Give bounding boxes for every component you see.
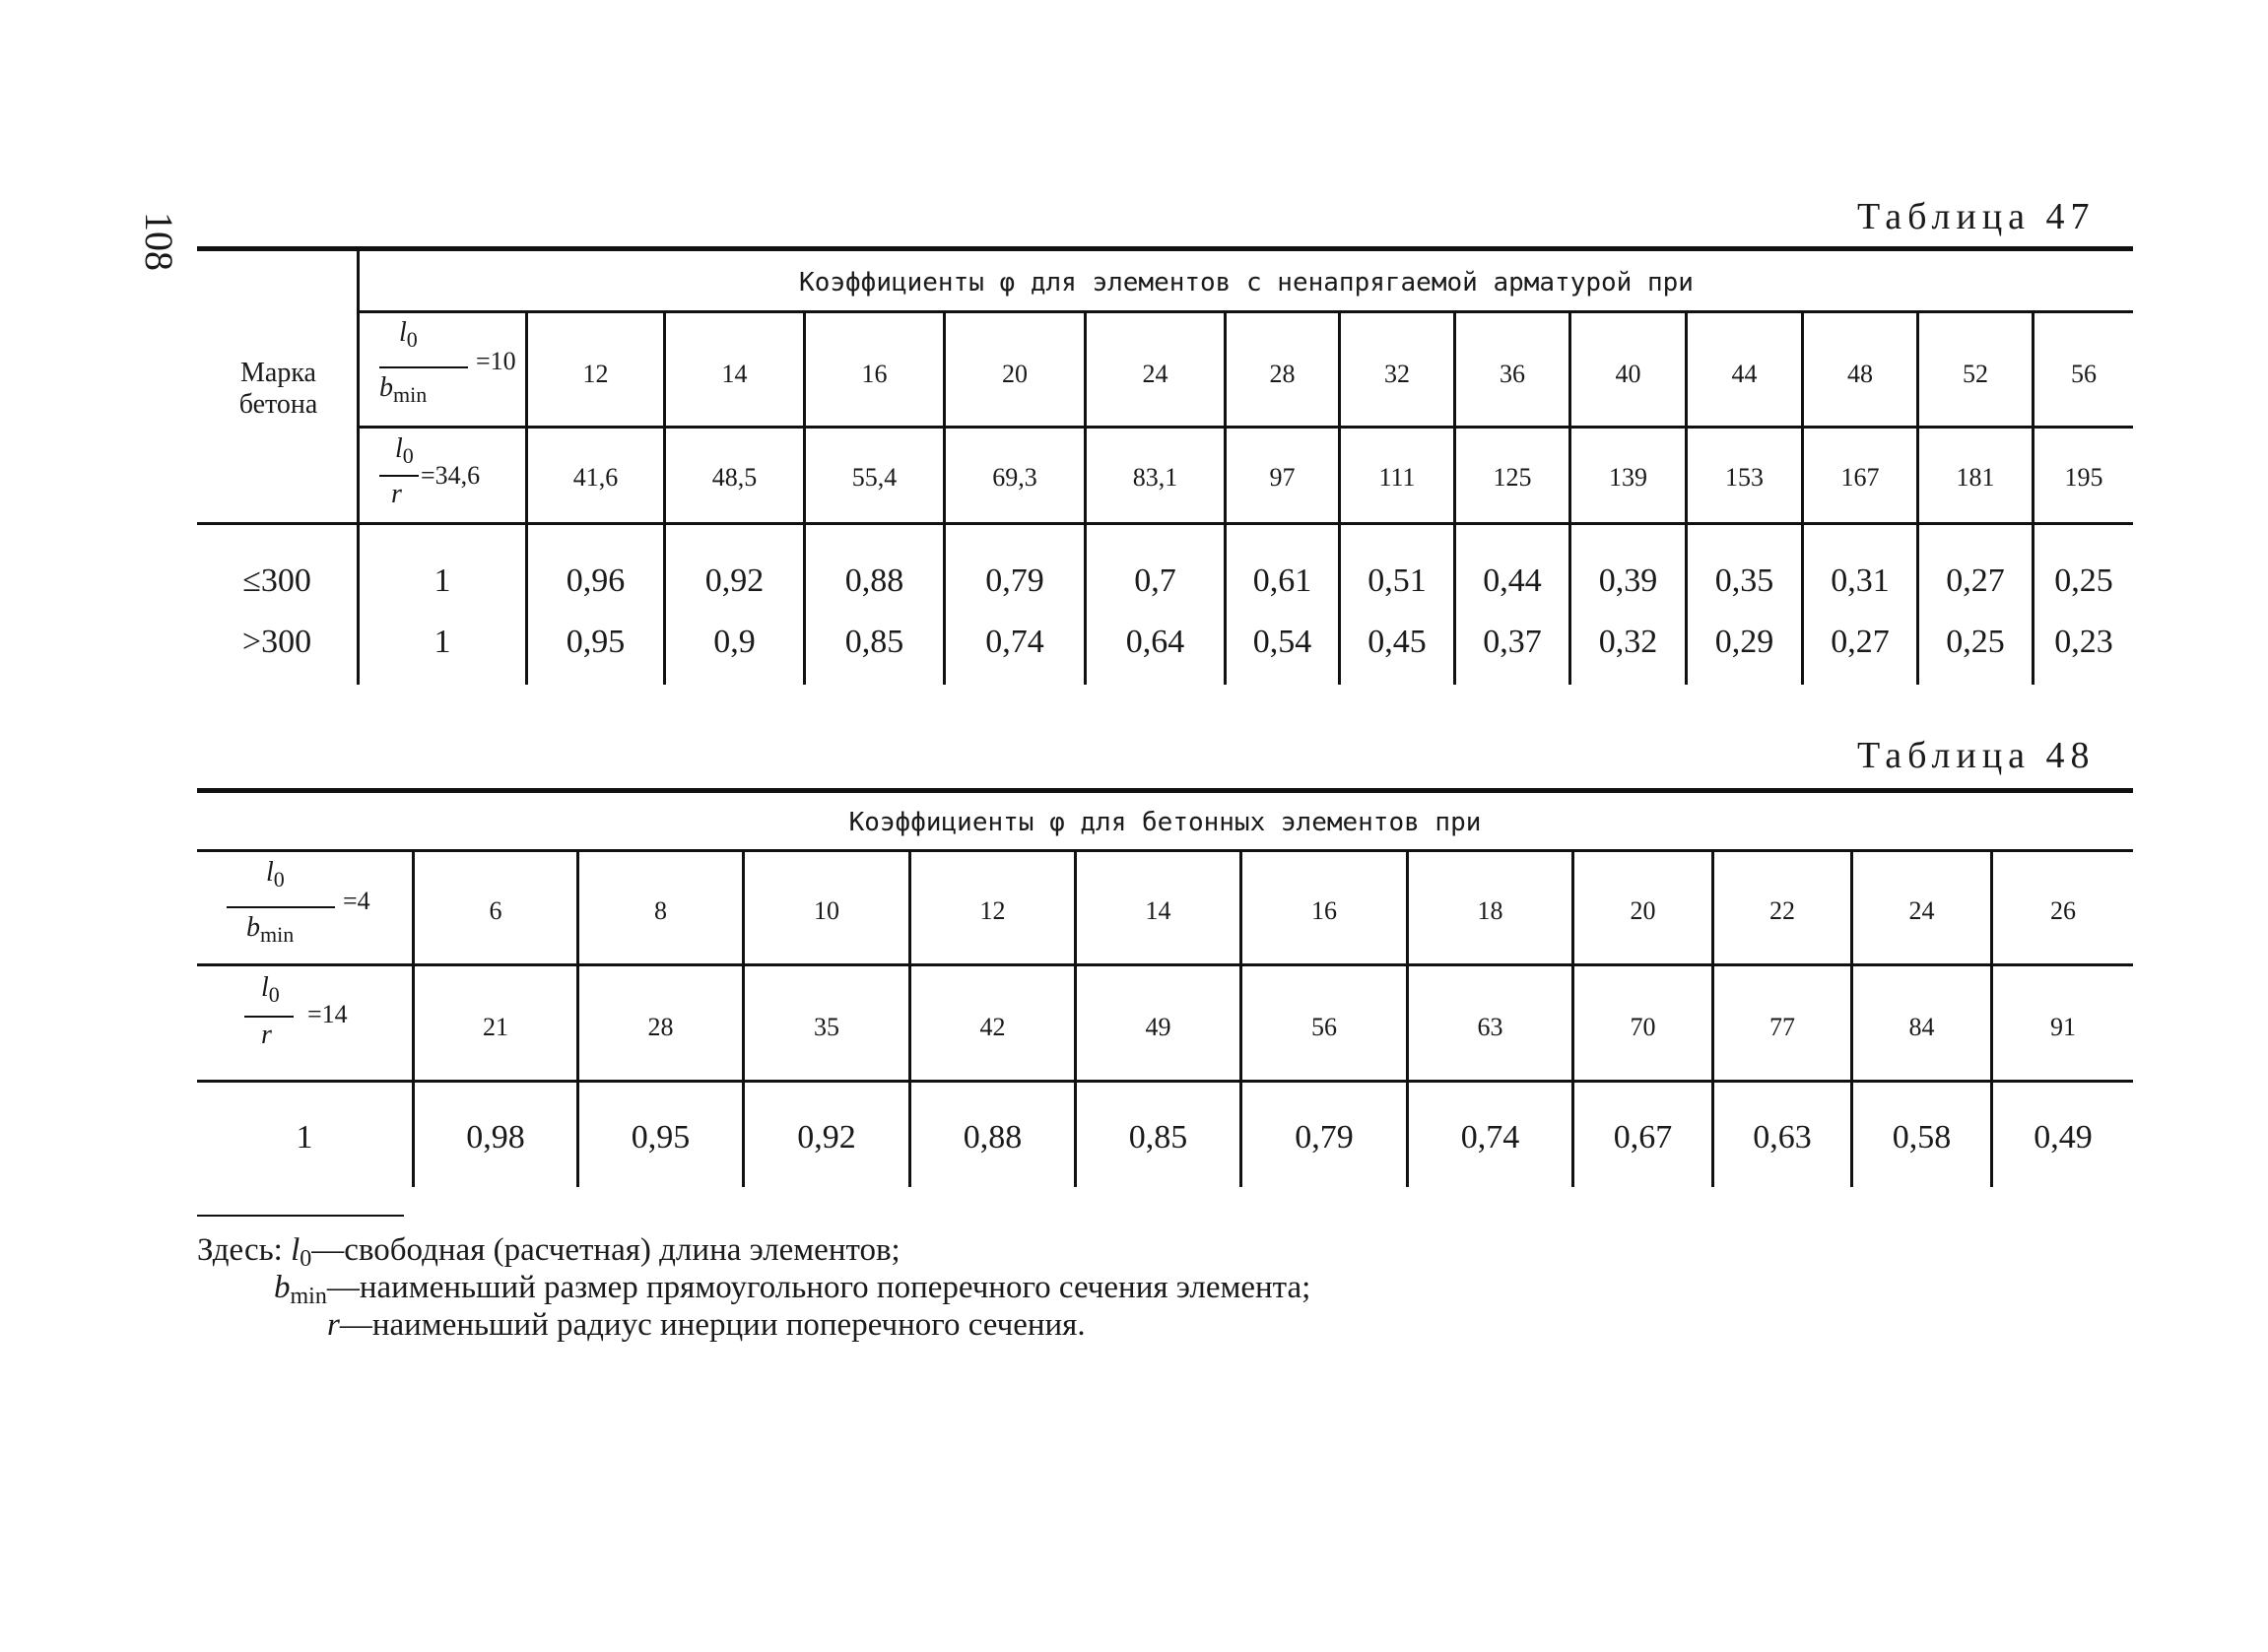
- table47-value: 0,32: [1598, 624, 1658, 660]
- table47-value: 0,95: [566, 624, 626, 660]
- table47-value: 0,92: [704, 562, 765, 599]
- table48-value: 0,67: [1613, 1119, 1673, 1156]
- table47-grade: ≤300: [242, 562, 311, 599]
- table47-lb-value: 56: [2071, 360, 2097, 388]
- table47-value: 0,45: [1367, 624, 1427, 660]
- footnote-bmin: $b_{min}—наименьший$ размер прямоугольного поперечного сечения элемента;: [274, 1270, 1311, 1309]
- footnote-r-text: —наименьший радиус инерции поперечного сечения.: [339, 1307, 1086, 1343]
- footnote-prefix: Здесь:: [197, 1232, 283, 1268]
- table48-value: 0,92: [797, 1119, 856, 1156]
- table48-lb-value: 12: [979, 896, 1006, 925]
- table48-value: 0,88: [963, 1119, 1023, 1156]
- table47-lb-value: 36: [1500, 360, 1525, 388]
- table48-value: 0,95: [631, 1119, 691, 1156]
- table47-lr-value: 139: [1609, 463, 1647, 492]
- table48-caption: Таблица 48: [1857, 735, 2096, 776]
- table47-value: 0,44: [1483, 562, 1542, 599]
- table47-value: 0,31: [1831, 562, 1890, 599]
- table47-value: 0,88: [844, 562, 904, 599]
- table47-value: 0,25: [1946, 624, 2005, 660]
- table47-caption: Таблица 47: [1857, 196, 2096, 237]
- footnote-l0-text: —свободная (расчетная) длина элементов;: [311, 1232, 901, 1268]
- table48-lb-value: 8: [654, 896, 667, 925]
- table47-body-rule: [197, 522, 2133, 525]
- table47-lr-value: 41,6: [572, 463, 619, 492]
- table47-value: 0,27: [1831, 624, 1890, 660]
- table47-value: 0,29: [1714, 624, 1774, 660]
- table48-lr-value: 56: [1311, 1012, 1337, 1041]
- table47-header-title: Коэффициенты φ для элементов с ненапрягаемой арматурой при: [799, 268, 1694, 297]
- table48-lr-value: 28: [647, 1012, 674, 1041]
- table47-lr-value: 167: [1840, 463, 1880, 492]
- table47-lb-value: 48: [1847, 360, 1873, 388]
- table48-lr-value: 63: [1477, 1012, 1503, 1041]
- footnote-rule: [197, 1215, 404, 1217]
- table47-lb-value: 28: [1269, 360, 1296, 388]
- table47-header-rule: [360, 310, 2133, 313]
- table47-value: 0,7: [1134, 562, 1176, 599]
- table47-lr-value: 153: [1725, 463, 1764, 492]
- table47-lb-label: $l_0$ $b_{min}$ =10: [379, 317, 516, 407]
- table48-lr-value: 77: [1769, 1012, 1795, 1041]
- table47-value: 0,54: [1252, 624, 1312, 660]
- table48-lb-value: 6: [489, 896, 502, 925]
- table47-concrete-label: Марка бетона: [238, 358, 318, 420]
- table47-lr-value: 97: [1269, 463, 1296, 492]
- table48-lb-value: 16: [1311, 896, 1337, 925]
- footnote-bmin-symbol: b: [274, 1270, 291, 1305]
- table47-value: 0,85: [844, 624, 904, 660]
- table48-lb-value: 10: [814, 896, 839, 925]
- table48-header-rule: [197, 849, 2133, 852]
- table47-value: 0,25: [2054, 562, 2113, 599]
- page-number: 108: [137, 212, 181, 271]
- table47-value: 0,39: [1598, 562, 1658, 599]
- table48-lr-value: 91: [2050, 1012, 2076, 1041]
- table47-value: 0,9: [713, 624, 756, 660]
- table48-header-title: Коэффициенты φ для бетонных элементов при: [848, 808, 1482, 837]
- table47-lr-value: 111: [1378, 463, 1416, 492]
- table47-lr-value: 48,5: [711, 463, 758, 492]
- table48-lb-value: 22: [1769, 896, 1795, 925]
- table48-top-rule: [197, 788, 2133, 793]
- table48-body-rule: [197, 1080, 2133, 1083]
- table48-value: 0,74: [1460, 1119, 1520, 1156]
- footnote-r: [197, 1306, 1310, 1344]
- table47-lb-value: 52: [1963, 360, 1988, 388]
- table48-lr-value: 49: [1145, 1012, 1171, 1041]
- table48-value: 0,79: [1295, 1119, 1354, 1156]
- table47-top-rule: [197, 246, 2133, 251]
- table47-value: 0,23: [2054, 624, 2113, 660]
- table48-lr-value: 84: [1908, 1012, 1935, 1041]
- table48-value: 1: [296, 1119, 313, 1156]
- table48-lr-value: 21: [483, 1012, 508, 1041]
- footnote-r-symbol: r: [327, 1307, 340, 1343]
- table48-lb-value: 18: [1477, 896, 1503, 925]
- table47-lb-value: 16: [861, 360, 888, 388]
- table47-grade: >300: [241, 624, 312, 660]
- table47-value: 0,64: [1125, 624, 1185, 660]
- table47-value: 0,79: [985, 562, 1044, 599]
- table48-value: 0,58: [1892, 1119, 1952, 1156]
- table47-lb-value: 44: [1731, 360, 1758, 388]
- table47-lr-value: 181: [1956, 463, 1995, 492]
- table47-value: 0,74: [985, 624, 1044, 660]
- table47-lb-value: 20: [1002, 360, 1028, 388]
- table48-lb-value: 26: [2050, 896, 2076, 925]
- table47-lb-value: 24: [1142, 360, 1168, 388]
- table47-lr-value: 69,3: [992, 463, 1037, 492]
- table48-value: 0,85: [1128, 1119, 1188, 1156]
- table47-lb-value: 40: [1615, 360, 1641, 388]
- table48-lb-value: 14: [1145, 896, 1171, 925]
- table47-lb-value: 12: [582, 360, 609, 388]
- table47-lb-value: 32: [1384, 360, 1410, 388]
- table47-value: 0,96: [566, 562, 626, 599]
- table48-lb-value: 24: [1908, 896, 1935, 925]
- table48-lb-label: $l_0$ $b_{min}$ =4: [217, 855, 404, 963]
- table48-lr-value: 35: [814, 1012, 839, 1041]
- table47-lr-value: 125: [1493, 463, 1532, 492]
- table47-lr-label: $l_0$ r =34,6: [369, 433, 527, 522]
- table48-lr-value: 70: [1630, 1012, 1656, 1041]
- table47-value: 0,27: [1946, 562, 2005, 599]
- table47-mid-rule: [360, 426, 2133, 429]
- table47-lr-value: 195: [2064, 463, 2103, 492]
- table48-value: 0,98: [466, 1119, 525, 1156]
- table47-lb-value: 14: [721, 360, 748, 388]
- table47-lr-value: 83,1: [1132, 463, 1178, 492]
- table47-value: 0,35: [1714, 562, 1774, 599]
- table47-lr-value: 55,4: [851, 463, 898, 492]
- footnote-bmin-text: —наименьший размер прямоугольного поперечного сечения элемента;: [326, 1270, 1311, 1305]
- table48-value: 0,63: [1753, 1119, 1812, 1156]
- table48-value: 0,49: [2034, 1119, 2093, 1156]
- table47-value: 0,37: [1483, 624, 1542, 660]
- table47-value: 0,51: [1367, 562, 1427, 599]
- table48-lr-label: $l_0$ r =14: [217, 970, 404, 1069]
- table47-value: 1: [434, 562, 451, 599]
- table47-value: 1: [434, 624, 451, 660]
- footnotes: [197, 1231, 1310, 1344]
- table48-mid-rule: [197, 963, 2133, 966]
- table48-lb-value: 20: [1630, 896, 1656, 925]
- footnote-l0-symbol: l: [291, 1232, 300, 1268]
- table47-value: 0,61: [1252, 562, 1312, 599]
- footnote-l0: Здесь: $l_0—свободная$ (расчетная) длина элементов;: [197, 1232, 901, 1272]
- table48-lr-value: 42: [979, 1012, 1006, 1041]
